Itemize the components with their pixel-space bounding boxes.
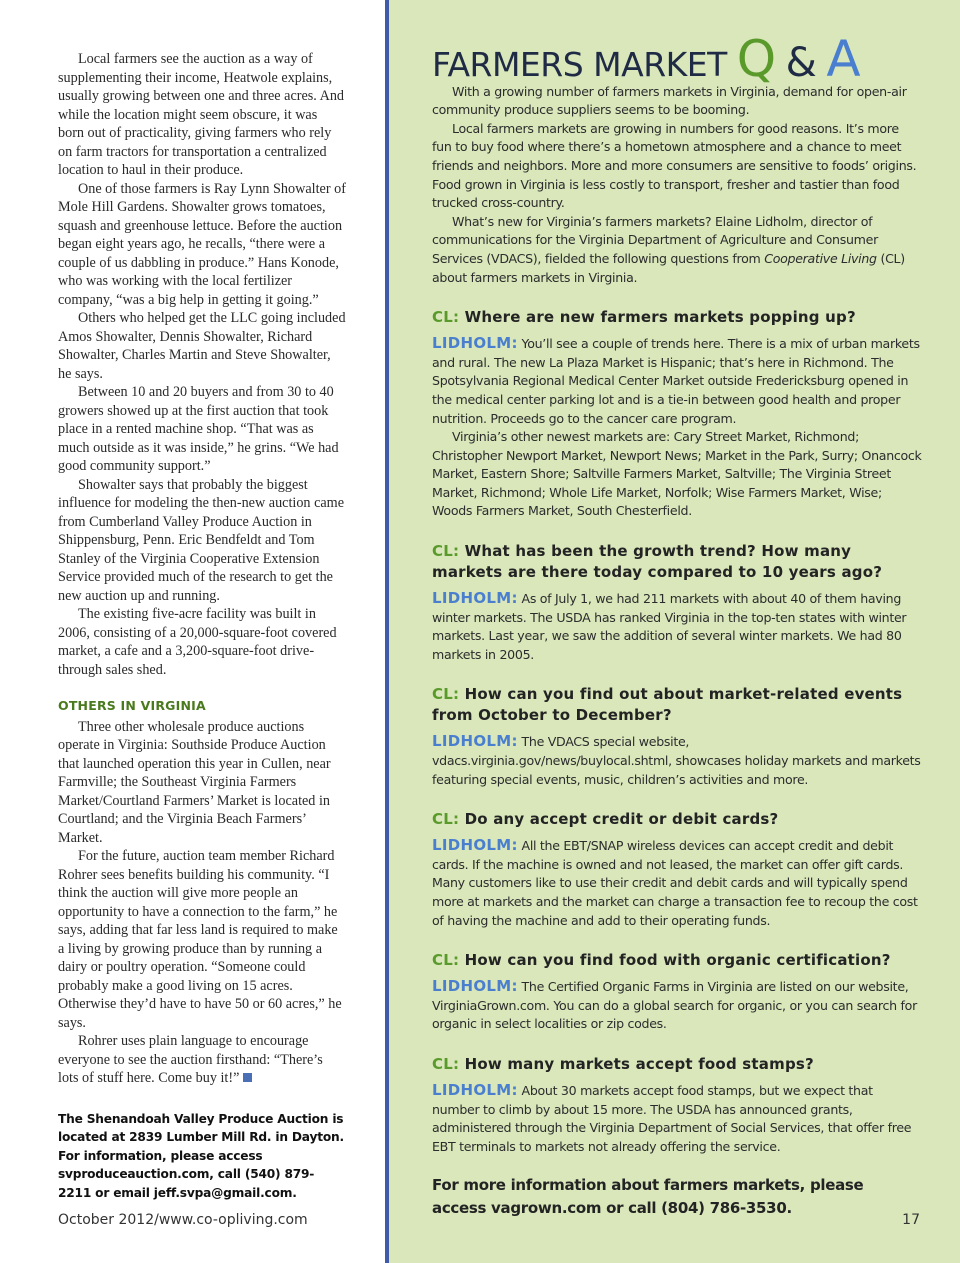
- lidholm-label: LIDHOLM:: [432, 836, 518, 855]
- question: [432, 684, 922, 726]
- answer: [432, 1081, 922, 1156]
- qa-content: [432, 30, 922, 1220]
- qa-title: [432, 30, 922, 88]
- auction-info-note: The Shenandoah Valley Produce Auction is located at 2839 Lumber Mill Rd. in Dayton. For information, please access svproduceauction.com, call (540) 879-2211 or email jeff.svpa@gmail.com.: [58, 1111, 344, 1200]
- publication-name: Cooperative Living: [764, 250, 877, 266]
- question-text: What has been the growth trend? How many markets are there today compared to 10 years ago?: [432, 542, 883, 582]
- answer: [432, 836, 922, 930]
- intro-text: (CL) about farmers markets in Virginia.: [432, 250, 905, 285]
- qa-sidebar: [389, 0, 960, 1263]
- answer-text: The Certified Organic Farms in Virginia are listed on our website, VirginiaGrown.com. You can do a global search for organic, or you can search for organic in select localities or zip codes.: [432, 979, 917, 1032]
- article-paragraph: The existing five-acre facility was built in 2006, consisting of a 20,000-square-foot covered market, a cafe and a 3,200-square-foot drive-through sales shed.: [58, 606, 337, 678]
- answer: [432, 732, 922, 789]
- qa-item: [432, 950, 922, 1034]
- lidholm-label: LIDHOLM:: [432, 589, 518, 608]
- question: [432, 541, 922, 583]
- answer-text: You’ll see a couple of trends here. There is a mix of urban markets and rural. The new La Plaza Market is Hispanic; that’s here in Richmond. The Spotsylvania Regional Medical Center Market outside Fredericksburg opened in the medical center parking lot and is a tie-in between good health and proper nutrition. Proceeds go to the cancer care program.: [432, 336, 920, 426]
- article-paragraph: Showalter says that probably the biggest influence for modeling the then-new auction came from Cumberland Valley Produce Auction in Shippensburg, Penn. Eric Bendfeldt and Tom Stanley of the Virginia Cooperative Extension Service provided much of the research to get the new auction up and running.: [58, 476, 345, 604]
- question: [432, 307, 922, 328]
- answer-continued: Virginia’s other newest markets are: Cary Street Market, Richmond; Christopher Newport Market, Newport News; Market in the Park, Surry; Onancock Market, Eastern Shore; Saltville Farmers Market, Saltville; The Virginia Street Market, Richmond; Whole Life Market, Norfolk; Wise Farmers Market, Wise; Woods Farmers Market, South Chesterfield.: [432, 429, 922, 519]
- cl-label: CL:: [432, 308, 460, 327]
- question-text: How can you find out about market-related events from October to December?: [432, 685, 903, 725]
- qa-item: [432, 1054, 922, 1156]
- lidholm-label: LIDHOLM:: [432, 1080, 518, 1099]
- page-footer-left: October 2012/www.co-opliving.com: [58, 1212, 308, 1228]
- article-paragraph: Three other wholesale produce auctions operate in Virginia: Southside Produce Auction that launched operation this year in Cullen, near Farmville; the Southeast Virginia Farmers Market/Courtland Farmers’ Market is located in Courtland; and the Virginia Beach Farmers’ Market.: [58, 718, 331, 846]
- page-number: 17: [902, 1212, 920, 1228]
- answer: [432, 334, 922, 428]
- intro-text: What’s new for Virginia’s farmers markets? Elaine Lidholm, director of communications for the Virginia Department of Agriculture and Consumer Services (VDACS), fielded the following questions from: [432, 213, 878, 266]
- answer-text: All the EBT/SNAP wireless devices can accept credit and debit cards. If the machine is owned and not leased, the market can offer gift cards. Many customers like to use their credit and debit cards and will typically spend more at markets and the market can charge a transaction fee to recoup the cost of having the machine and add to their operating funds.: [432, 838, 918, 928]
- cl-label: CL:: [432, 542, 460, 561]
- cl-label: CL:: [432, 951, 460, 970]
- question-text: How can you find food with organic certification?: [464, 951, 891, 970]
- closing-info: For more information about farmers markets, please access vagrown.com or call (804) 786-3530.: [432, 1176, 864, 1218]
- article-paragraph: For the future, auction team member Richard Rohrer sees benefits building his community. “I think the auction will give more people an opportunity to have a connection to the farm,” he says, adding that far less land is required to make a living by growing produce than by running a dairy or poultry operation. “Someone could probably make a good living on 15 acres. Otherwise they’d have to have 50 or 60 acres,” he says.: [58, 848, 342, 1031]
- question: [432, 809, 922, 830]
- intro-paragraph: With a growing number of farmers markets in Virginia, demand for open-air community produce suppliers seems to be booming.: [432, 83, 907, 118]
- intro-paragraph: [432, 213, 922, 287]
- intro-paragraph: Local farmers markets are growing in numbers for good reasons. It’s more fun to buy food where there’s a hometown atmosphere and a chance to meet friends and neighbors. More and more consumers are sensitive to foods’ origins. Food grown in Virginia is less costly to transport, fresher and tastier than food trucked cross-country.: [432, 120, 917, 211]
- lidholm-label: LIDHOLM:: [432, 977, 518, 996]
- answer-text: The VDACS special website, vdacs.virginia.gov/news/buylocal.shtml, showcases holiday markets and markets featuring special events, music, children’s activities and more.: [432, 734, 921, 787]
- article-paragraph-text: Rohrer uses plain language to encourage everyone to see the auction firsthand: “There’s lots of stuff here. Come buy it!”: [58, 1033, 323, 1086]
- answer-text: About 30 markets accept food stamps, but we expect that number to climb by about 15 more. The USDA has announced grants, administered through the Virginia Department of Social Services, that offer free EBT terminals to markets not already offering the service.: [432, 1082, 912, 1154]
- question: [432, 1054, 922, 1075]
- title-a: A: [826, 30, 861, 88]
- question: [432, 950, 922, 971]
- lidholm-label: LIDHOLM:: [432, 732, 518, 751]
- cl-label: CL:: [432, 1054, 460, 1073]
- article-paragraph: Between 10 and 20 buyers and from 30 to 40 growers showed up at the first auction that took place in a rented machine shop. “That was as much outside as it was inside,” he grins. “We had good community support.”: [58, 384, 339, 474]
- title-ampersand: &: [785, 40, 817, 86]
- qa-item: [432, 541, 922, 664]
- qa-item: [432, 684, 922, 789]
- qa-item: [432, 307, 922, 521]
- question-text: Where are new farmers markets popping up?: [464, 308, 856, 327]
- article-paragraph: Local farmers see the auction as a way of supplementing their income, Heatwole explains, usually growing between one and three acres. And while the location might seem obscure, it was born out of practicality, giving farmers who rely on farm tractors for transportation a centralized location to haul in their produce.: [58, 51, 345, 178]
- lidholm-label: LIDHOLM:: [432, 334, 518, 353]
- cl-label: CL:: [432, 810, 460, 829]
- article-paragraph: Others who helped get the LLC going included Amos Showalter, Dennis Showalter, Richard Showalter, Charles Martin and Steve Showalter, he says.: [58, 310, 346, 382]
- section-subhead: OTHERS IN VIRGINIA: [58, 698, 206, 713]
- answer: [432, 589, 922, 664]
- title-q: Q: [736, 30, 776, 88]
- article-closing-paragraph: [58, 1032, 346, 1088]
- cl-label: CL:: [432, 685, 460, 704]
- end-mark-icon: [243, 1073, 252, 1082]
- left-article-column: [58, 50, 346, 1202]
- question-text: How many markets accept food stamps?: [464, 1054, 814, 1073]
- question-text: Do any accept credit or debit cards?: [464, 810, 779, 829]
- answer-text: As of July 1, we had 211 markets with about 40 of them having winter markets. The USDA has ranked Virginia in the top-ten states with winter markets. Last year, we saw the addition of several winter markets. We had 80 markets in 2005.: [432, 591, 907, 662]
- title-main: FARMERS MARKET: [432, 45, 737, 84]
- article-paragraph: One of those farmers is Ray Lynn Showalter of Mole Hill Gardens. Showalter grows tomatoes, squash and greenhouse lettuce. Before the auction began eight years ago, he recalls, “there were a couple of us dabbling in produce.” Hans Konode, who was working with the local fertilizer company, “was a big help in getting it going.”: [58, 180, 346, 308]
- answer: [432, 977, 922, 1034]
- qa-item: [432, 809, 922, 930]
